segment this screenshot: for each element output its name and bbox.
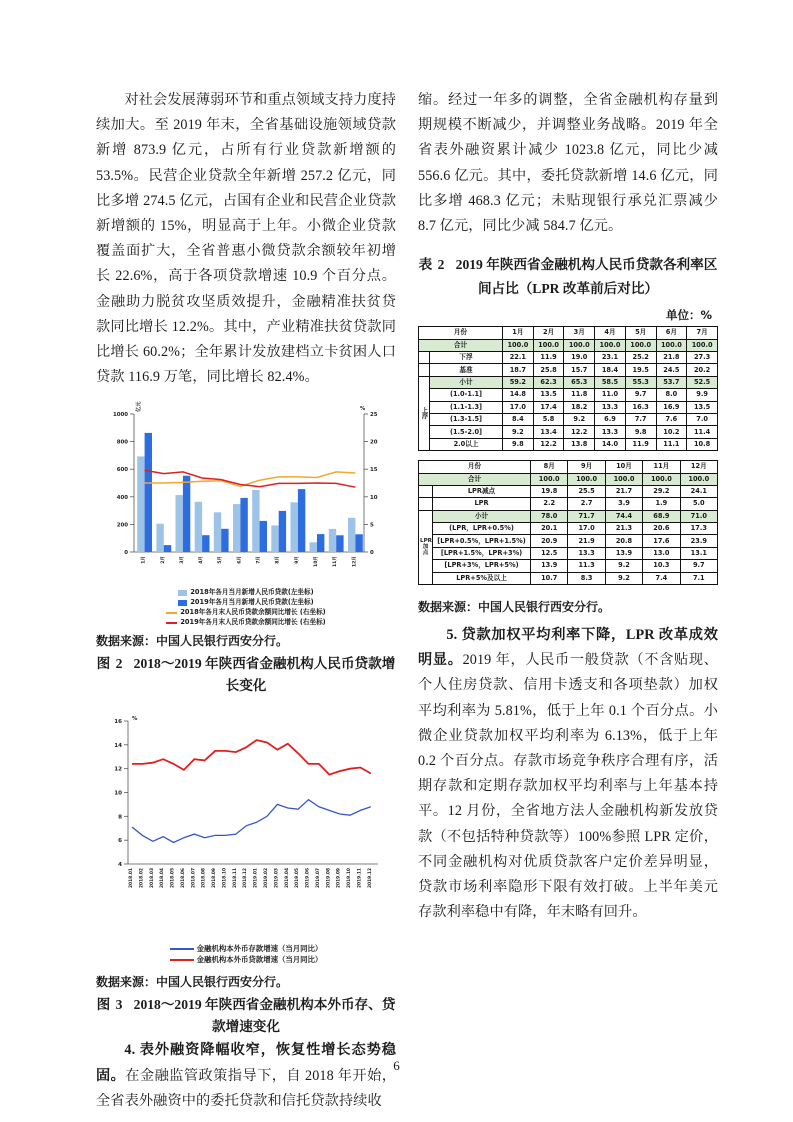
svg-text:2月: 2月 — [160, 556, 166, 565]
svg-text:10: 10 — [370, 495, 378, 502]
cell: 6.9 — [595, 413, 626, 425]
cell: 9.9 — [687, 389, 718, 401]
figure-2 — [96, 400, 396, 697]
cell: 18.2 — [564, 401, 595, 413]
legend-label: 2019年各月末人民币贷款余额同比增长 (右坐标) — [180, 618, 326, 627]
row-label: LPR — [433, 498, 531, 510]
table-row — [419, 498, 718, 510]
svg-text:8: 8 — [118, 814, 122, 821]
cell: 11.9 — [625, 438, 656, 450]
row-label: 小计 — [433, 510, 531, 522]
cell: 71.0 — [680, 510, 717, 522]
figure-2-source: 数据来源：中国人民银行西安分行。 — [96, 634, 289, 649]
cell: 13.4 — [533, 426, 564, 438]
svg-text:2018.08: 2018.08 — [201, 868, 207, 889]
cell: 14.8 — [503, 389, 534, 401]
right-column — [418, 88, 718, 1053]
cell: 12.2 — [533, 438, 564, 450]
right-paragraph-2-heading: 5. 贷款加权平均利率下降，LPR 改革成效明显。 — [418, 627, 718, 669]
two-column-layout — [96, 88, 718, 1109]
figure-3-legend — [96, 944, 396, 964]
cell: 100.0 — [531, 473, 568, 485]
svg-text:2018.11: 2018.11 — [232, 868, 238, 889]
cell: 20.8 — [605, 535, 642, 547]
svg-text:2019.09: 2019.09 — [336, 868, 342, 889]
svg-text:7月: 7月 — [256, 556, 262, 565]
header-cell: 8月 — [531, 461, 568, 473]
cell: 9.2 — [605, 560, 642, 572]
header-cell: 4月 — [595, 327, 626, 339]
svg-text:2019.08: 2019.08 — [326, 868, 332, 889]
cell: 13.3 — [595, 401, 626, 413]
row-group-spacer — [419, 485, 433, 497]
cell: 74.4 — [605, 510, 642, 522]
line-chart-svg — [96, 709, 396, 939]
svg-text:2019.11: 2019.11 — [357, 868, 363, 889]
cell: 25.5 — [568, 485, 605, 497]
svg-text:12月: 12月 — [352, 556, 358, 568]
cell: 20.1 — [531, 523, 568, 535]
svg-text:2018.05: 2018.05 — [170, 868, 176, 889]
row-label: LPR减点 — [433, 485, 531, 497]
svg-text:0: 0 — [370, 550, 374, 557]
row-label: 2.0以上 — [430, 438, 503, 450]
cell: 100.0 — [564, 339, 595, 351]
cell: 12.2 — [564, 426, 595, 438]
cell: 13.9 — [605, 547, 642, 559]
svg-text:10: 10 — [114, 790, 122, 797]
cell: 100.0 — [605, 473, 642, 485]
cell: 24.1 — [680, 485, 717, 497]
cell: 8.0 — [656, 389, 687, 401]
cell: 100.0 — [680, 473, 717, 485]
cell: 2.2 — [531, 498, 568, 510]
cell: 18.4 — [595, 364, 626, 376]
header-cell: 6月 — [656, 327, 687, 339]
cell: 10.2 — [656, 426, 687, 438]
cell: 9.8 — [503, 438, 534, 450]
row-group-spacer — [419, 498, 433, 510]
row-label: (1.1-1.3] — [430, 401, 503, 413]
table-row — [419, 438, 718, 450]
legend-line-icon — [170, 948, 194, 950]
svg-text:12: 12 — [114, 767, 122, 774]
svg-text:11月: 11月 — [333, 556, 339, 568]
svg-text:2019.01: 2019.01 — [253, 868, 259, 889]
svg-text:2019.02: 2019.02 — [264, 868, 269, 889]
y2-axis-unit: % — [360, 406, 366, 413]
cell: 24.5 — [656, 364, 687, 376]
table-2-caption — [418, 253, 718, 301]
legend-label: 金融机构本外币存款增速（当月同比） — [196, 944, 323, 954]
svg-text:800: 800 — [116, 440, 128, 447]
cell: 13.8 — [564, 438, 595, 450]
cell: 2.7 — [568, 498, 605, 510]
svg-text:2019.12: 2019.12 — [367, 868, 373, 889]
legend-label: 2018年各月末人民币贷款余额同比增长 (右坐标) — [180, 608, 326, 617]
row-label: [LPR+1.5%，LPR+3%) — [433, 547, 531, 559]
cell: 20.6 — [643, 523, 680, 535]
legend-item — [166, 608, 325, 617]
cell: 7.6 — [656, 413, 687, 425]
table-row — [419, 485, 718, 497]
svg-text:0: 0 — [124, 550, 128, 557]
svg-text:2018.03: 2018.03 — [149, 868, 155, 889]
cell: 11.4 — [687, 426, 718, 438]
legend-item — [170, 955, 323, 964]
svg-text:3月: 3月 — [179, 556, 185, 565]
cell: 17.3 — [680, 523, 717, 535]
table-row — [419, 547, 718, 559]
svg-text:8月: 8月 — [275, 556, 281, 565]
svg-text:2018.06: 2018.06 — [180, 868, 186, 889]
left-paragraph-2 — [96, 1038, 396, 1114]
header-cell: 9月 — [568, 461, 605, 473]
svg-text:2018.02: 2018.02 — [139, 868, 145, 889]
cell: 16.3 — [625, 401, 656, 413]
cell: 100.0 — [568, 473, 605, 485]
row-group-label-lpr-add: LPR 加点 — [419, 510, 433, 584]
cell: 62.3 — [533, 376, 564, 388]
cell: 53.7 — [656, 376, 687, 388]
cell: 17.0 — [568, 523, 605, 535]
page-number: 6 — [393, 1058, 400, 1073]
cell: 100.0 — [533, 339, 564, 351]
figure-3-caption — [96, 994, 396, 1038]
legend-item — [166, 618, 325, 627]
cell: 9.7 — [625, 389, 656, 401]
figure-3-source: 数据来源：中国人民银行西安分行。 — [96, 975, 289, 990]
table-2-source: 数据来源：中国人民银行西安分行。 — [418, 600, 611, 615]
svg-text:5: 5 — [370, 522, 374, 529]
legend-swatch-icon — [178, 590, 187, 596]
cell: 29.2 — [643, 485, 680, 497]
row-label: [LPR+3%，LPR+5%) — [433, 560, 531, 572]
row-label: 小计 — [430, 376, 503, 388]
left-paragraph-2-body: 在金融监管政策指导下，自 2018 年开始，全省表外融资中的委托贷款和信托贷款持续收 — [96, 1067, 397, 1109]
header-cell: 月份 — [419, 327, 503, 339]
cell: 11.8 — [564, 389, 595, 401]
cell: 100.0 — [643, 473, 680, 485]
cell: 65.3 — [564, 376, 595, 388]
table-row — [419, 364, 718, 376]
cell: 13.3 — [568, 547, 605, 559]
cell: 13.3 — [595, 426, 626, 438]
svg-text:14: 14 — [114, 743, 122, 750]
legend-label: 2018年各月当月新增人民币贷款(左坐标) — [190, 588, 314, 597]
cell: 21.3 — [605, 523, 642, 535]
cell: 11.1 — [656, 438, 687, 450]
cell: 13.0 — [643, 547, 680, 559]
svg-text:2019.07: 2019.07 — [315, 868, 321, 889]
header-cell: 12月 — [680, 461, 717, 473]
cell: 78.0 — [531, 510, 568, 522]
legend-item — [170, 944, 323, 953]
table-row — [419, 339, 718, 351]
cell: 23.9 — [680, 535, 717, 547]
cell: 15.7 — [564, 364, 595, 376]
cell: 11.9 — [533, 352, 564, 364]
cell: 13.5 — [533, 389, 564, 401]
y-axis-unit: % — [132, 716, 138, 723]
right-paragraph-1: 缩。经过一年多的调整，全省金融机构存量到期规模不断减少，并调整业务战略。2019 年全省表外融资累计减少 1023.8 亿元，同比少减 556.6 亿元。其中，委托贷款新增 14.6 亿元，同比多增 468.3 亿元；未贴现银行承兑汇票减少 8.7 亿元，同比少减 584.7 亿元。 — [418, 92, 718, 235]
cell: 3.9 — [605, 498, 642, 510]
table-row — [419, 426, 718, 438]
cell: 21.9 — [568, 535, 605, 547]
row-label: (LPR，LPR+0.5%) — [433, 523, 531, 535]
left-column — [96, 88, 397, 1109]
header-cell: 2月 — [533, 327, 564, 339]
figure-3-chart — [96, 709, 396, 964]
cell: 11.3 — [568, 560, 605, 572]
header-cell: 10月 — [605, 461, 642, 473]
figure-3-caption-text: 2018～2019 年陕西省金融机构本外币存、贷款增速变化 — [133, 997, 396, 1035]
svg-text:2018.07: 2018.07 — [191, 868, 197, 889]
cell: 100.0 — [503, 339, 534, 351]
table-row — [419, 413, 718, 425]
svg-text:2018.10: 2018.10 — [222, 868, 228, 889]
legend-item — [178, 588, 313, 597]
cell: 8.3 — [568, 572, 605, 584]
line-series-deposits — [132, 800, 371, 843]
cell: 14.0 — [595, 438, 626, 450]
figure-2-legend — [96, 588, 396, 627]
cell: 20.2 — [687, 364, 718, 376]
cell: 27.3 — [687, 352, 718, 364]
cell: 9.7 — [680, 560, 717, 572]
legend-swatch-icon — [178, 600, 187, 606]
header-cell: 7月 — [687, 327, 718, 339]
rates-table-second-half — [418, 460, 718, 585]
svg-text:2019.04: 2019.04 — [284, 868, 290, 889]
row-group-spacer — [419, 364, 430, 376]
table-row — [419, 535, 718, 547]
legend-line-icon — [170, 959, 194, 961]
row-group-label-upfloat: 上浮 — [419, 376, 430, 450]
svg-text:600: 600 — [116, 467, 128, 474]
figure-2-caption-text: 2018～2019 年陕西省金融机构人民币贷款增长变化 — [133, 656, 396, 694]
cell: 22.1 — [503, 352, 534, 364]
table-header-row — [419, 461, 718, 473]
cell: 19.0 — [564, 352, 595, 364]
svg-text:2018.01: 2018.01 — [129, 868, 134, 889]
table-row — [419, 473, 718, 485]
figure-3 — [96, 709, 396, 1038]
table-2-caption-text: 2019 年陕西省金融机构人民币贷款各利率区间占比（LPR 改革前后对比） — [455, 257, 718, 297]
cell: 7.7 — [625, 413, 656, 425]
svg-text:2019.05: 2019.05 — [295, 868, 301, 889]
svg-text:9月: 9月 — [294, 556, 300, 565]
cell: 20.9 — [531, 535, 568, 547]
header-cell: 月份 — [419, 461, 531, 473]
svg-text:2019.06: 2019.06 — [305, 868, 311, 889]
cell: 19.8 — [531, 485, 568, 497]
svg-text:4: 4 — [118, 862, 122, 869]
cell: 21.8 — [656, 352, 687, 364]
svg-text:2019.10: 2019.10 — [347, 868, 353, 889]
cell: 12.5 — [531, 547, 568, 559]
row-label: 合计 — [419, 473, 531, 485]
table-row — [419, 572, 718, 584]
svg-text:20: 20 — [370, 440, 378, 447]
svg-text:200: 200 — [116, 522, 128, 529]
cell: 21.7 — [605, 485, 642, 497]
cell: 9.2 — [503, 426, 534, 438]
row-label: LPR+5%及以上 — [433, 572, 531, 584]
cell: 7.4 — [643, 572, 680, 584]
cell: 9.2 — [605, 572, 642, 584]
table-row — [419, 389, 718, 401]
svg-text:6月: 6月 — [237, 556, 243, 565]
svg-text:2019.03: 2019.03 — [274, 868, 280, 889]
header-cell: 3月 — [564, 327, 595, 339]
cell: 9.8 — [625, 426, 656, 438]
left-paragraph-1: 对社会发展薄弱环节和重点领域支持力度持续加大。至 2019 年末，全省基础设施领域贷款新增 873.9 亿元，占所有行业贷款新增额的 53.5%。民营企业贷款全年新增 257.2 亿元，同比多增 274.5 亿元，占国有企业和民营企业贷款新增额的 15%，明显高于上年。小微企业贷款覆盖面扩大，全省普惠小微贷款余额较年初增长 22.6%，高于各项贷款增速 10.9 个百分点。金融助力脱贫攻坚质效提升，金融精准扶贫贷款同比增长 12.2%。其中，产业精准扶贫贷款同比增长 60.2%；全年累计发放建档立卡贫困人口贷款 116.9 万笔，同比增长 82.4%。 — [96, 92, 396, 386]
svg-text:25: 25 — [370, 412, 378, 419]
cell: 55.3 — [625, 376, 656, 388]
cell: 100.0 — [687, 339, 718, 351]
svg-text:6: 6 — [118, 838, 122, 845]
svg-text:16: 16 — [114, 719, 122, 726]
cell: 17.0 — [503, 401, 534, 413]
table-row — [419, 376, 718, 388]
cell: 19.5 — [625, 364, 656, 376]
svg-text:5月: 5月 — [218, 556, 224, 565]
header-cell: 11月 — [643, 461, 680, 473]
row-label: 下浮 — [430, 352, 503, 364]
table-row — [419, 510, 718, 522]
cell: 18.7 — [503, 364, 534, 376]
line-series-loans — [132, 741, 371, 776]
row-label: (1.0-1.1] — [430, 389, 503, 401]
cell: 5.8 — [533, 413, 564, 425]
cell: 13.5 — [687, 401, 718, 413]
row-group-spacer — [419, 352, 430, 364]
cell: 71.7 — [568, 510, 605, 522]
cell: 100.0 — [656, 339, 687, 351]
line-series-2019-yoy — [145, 471, 356, 488]
row-label: 合计 — [419, 339, 503, 351]
row-label: 基准 — [430, 364, 503, 376]
table-row — [419, 352, 718, 364]
cell: 23.1 — [595, 352, 626, 364]
legend-label: 金融机构本外币贷款增速（当月同比） — [196, 955, 323, 965]
legend-item — [178, 598, 313, 607]
table-row — [419, 401, 718, 413]
cell: 10.8 — [687, 438, 718, 450]
svg-text:10月: 10月 — [314, 556, 319, 568]
figure-2-caption-label: 图 2 — [96, 656, 124, 672]
cell: 10.7 — [531, 572, 568, 584]
y-axis-unit: 亿元 — [136, 402, 142, 413]
svg-text:2018.09: 2018.09 — [212, 868, 218, 889]
svg-text:4月: 4月 — [199, 556, 205, 565]
cell: 52.5 — [687, 376, 718, 388]
row-label: (1.5-2.0] — [430, 426, 503, 438]
right-paragraph-2 — [418, 623, 718, 925]
figure-3-caption-label: 图 3 — [96, 997, 124, 1013]
rates-table-first-half — [418, 326, 718, 451]
cell: 11.0 — [595, 389, 626, 401]
cell: 100.0 — [595, 339, 626, 351]
header-cell: 5月 — [625, 327, 656, 339]
right-paragraph-2-body: 2019 年，人民币一般贷款（不含贴现、个人住房贷款、信用卡透支和各项垫款）加权平均利率为 5.81%，低于上年 0.1 个百分点。小微企业贷款加权平均利率为 6.13%，低于上年 0.2 个百分点。存款市场竞争秩序合理有序，活期存款和定期存款加权平均利率与上年基本持平。12 月份，全省地方法人金融机构新发放贷款（不包括特种贷款等）100%参照 LPR 定价，不同金融机构对优质贷款客户定价差异明显，贷款市场利率隐形下限有效打破。上半年美元存款利率稳中有降，年末略有回升。 — [418, 652, 718, 921]
cell: 7.1 — [680, 572, 717, 584]
svg-text:1000: 1000 — [112, 412, 128, 419]
table-2-caption-label: 表 2 — [418, 257, 446, 273]
cell: 68.9 — [643, 510, 680, 522]
cell: 13.1 — [680, 547, 717, 559]
table-row — [419, 523, 718, 535]
row-label: (1.3-1.5] — [430, 413, 503, 425]
cell: 58.5 — [595, 376, 626, 388]
cell: 16.9 — [656, 401, 687, 413]
legend-label: 2019年各月当月新增人民币贷款(左坐标) — [190, 598, 314, 607]
legend-line-icon — [166, 622, 177, 624]
table-row — [419, 560, 718, 572]
table-unit-label: 单位：% — [665, 308, 712, 323]
cell: 13.9 — [531, 560, 568, 572]
bar-chart-svg — [96, 400, 396, 580]
left-paragraph-2-heading: 4. 表外融资降幅收窄，恢复性增长态势稳固。 — [96, 1042, 396, 1084]
cell: 9.2 — [564, 413, 595, 425]
cell: 7.0 — [687, 413, 718, 425]
svg-text:400: 400 — [116, 495, 128, 502]
cell: 59.2 — [503, 376, 534, 388]
line-series-2018-yoy — [145, 472, 356, 486]
figure-2-chart — [96, 400, 396, 627]
svg-text:1月: 1月 — [141, 556, 147, 565]
cell: 8.4 — [503, 413, 534, 425]
cell: 17.6 — [643, 535, 680, 547]
svg-text:2018.12: 2018.12 — [243, 868, 249, 889]
row-label: [LPR+0.5%，LPR+1.5%) — [433, 535, 531, 547]
cell: 17.4 — [533, 401, 564, 413]
cell: 100.0 — [625, 339, 656, 351]
header-cell: 1月 — [503, 327, 534, 339]
cell: 1.9 — [643, 498, 680, 510]
cell: 5.0 — [680, 498, 717, 510]
cell: 25.2 — [625, 352, 656, 364]
table-header-row — [419, 327, 718, 339]
figure-2-caption — [96, 653, 396, 697]
legend-line-icon — [166, 612, 177, 614]
svg-text:15: 15 — [370, 467, 378, 474]
cell: 25.8 — [533, 364, 564, 376]
svg-text:2018.04: 2018.04 — [160, 868, 166, 889]
cell: 10.3 — [643, 560, 680, 572]
